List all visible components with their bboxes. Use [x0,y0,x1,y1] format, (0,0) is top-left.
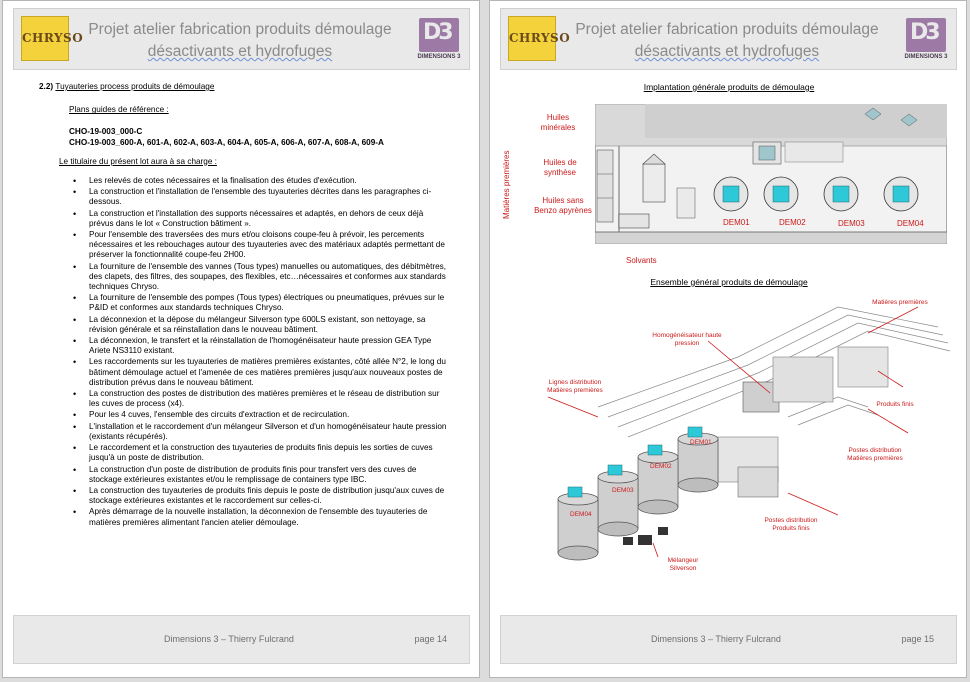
d3-logo-text: DIMENSIONS 3 [417,54,461,60]
chryso-logo [508,16,571,61]
footer-author: Dimensions 3 – Thierry Fulcrand [651,634,781,644]
iso-label-postes-mp: Postes distribution Matières premières [847,447,903,462]
page-footer [500,615,957,664]
iso-label-melangeur: Mélangeur Silverson [667,557,699,572]
chryso-logo-text: CHRYSO [509,31,571,45]
page-header [13,8,470,70]
scope-bullet-item: • La construction des postes de distribution des matières premières et le réseau de distribution sur les cuves de process (x4). [89,389,449,409]
scope-bullet-item: • La déconnexion, le transfert et la réinstallation de l'homogénéisateur haute pression GEA Type Ariete NS3110 existant. [89,336,449,356]
header-title-line2: désactivants et hydrofuges [634,43,820,60]
iso-label-dem04: DEM04 [570,511,592,518]
header-title [80,19,400,63]
d3-logo-mark: D3 [910,20,938,45]
scope-bullet-item: • La fourniture de l'ensemble des vannes (Tous types) manuelles ou automatiques, des débitmètres, des clapets, des filtres, des soupapes, des flexibles, etc…nécessaires et conformes aux standards techniques Chryso. [89,262,449,293]
scope-bullet-item: • La construction et l'installation de l'ensemble des tuyauteries décrites dans les paragraphes ci-dessous. [89,187,449,207]
iso-label-lignes-distribution: Lignes distribution Matières premières [547,379,603,394]
iso-label-dem01: DEM01 [690,439,712,446]
iso-label-postes-pf: Postes distribution Produits finis [764,517,818,532]
header-title-line1: Projet atelier fabrication produits démoulage [575,21,879,38]
scope-bullet-item: • La déconnexion et la dépose du mélangeur Silverson type 600LS existant, son nettoyage, sa révision générale et sa réinstallation dans le nouveau bâtiment. [89,315,449,335]
plan-label-dem01: DEM01 [723,218,750,227]
header-title [567,19,887,63]
chryso-logo [21,16,84,61]
plan-label-dem04: DEM04 [897,219,924,228]
implantation-plan-drawing [595,104,947,244]
plan-ref-1: CHO-19-003_000-C [69,127,143,137]
dimensions3-logo [415,14,463,64]
plan-label-dem03: DEM03 [838,219,865,228]
plan-label-solvants: Solvants [626,256,657,265]
scope-bullet-item: • Le raccordement et la construction des tuyauteries de produits finis depuis les sorties de cuves jusqu'à un poste de distribution. [89,443,449,463]
document-page-left [2,0,480,678]
page-number: page 15 [901,634,934,644]
caption-implantation: Implantation générale produits de démoulage [643,82,815,92]
scope-bullet-item: • La fourniture de l'ensemble des pompes (Tous types) électriques ou pneumatiques, prévues sur le P&ID et conformes aux standards techniques Chryso. [89,293,449,313]
footer-author: Dimensions 3 – Thierry Fulcrand [164,634,294,644]
plans-heading: Plans guides de référence : [69,105,169,115]
plan-references [69,127,449,147]
d3-logo-mark: D3 [423,20,451,45]
iso-label-dem03: DEM03 [612,487,634,494]
caption-ensemble: Ensemble général produits de démoulage [650,277,808,287]
section-title: Tuyauteries process produits de démoulage [55,82,215,91]
dimensions3-logo [902,14,950,64]
page-footer [13,615,470,664]
document-page-right [489,0,967,678]
scope-bullet-item: • Les relevés de cotes nécessaires et la finalisation des études d'exécution. [89,176,449,186]
plan-label-huiles-synthese: Huiles de synthèse [543,158,577,177]
scope-bullet-item: • L'installation et le raccordement d'un mélangeur Silverson et d'un homogénéisateur haute pression (existants récupérés). [89,422,449,442]
header-title-line1: Projet atelier fabrication produits démoulage [88,21,392,38]
scope-bullet-item: • La construction et l'installation des supports nécessaires et adaptés, en dehors de ceux déjà prévus dans le lot « Construction bâtiment ». [89,209,449,229]
page-header [500,8,957,70]
scope-bullet-item: • Après démarrage de la nouvelle installation, la déconnexion de l'ensemble des tuyauteries de matières premières alimentant l'ancien atelier démoulage. [89,507,449,527]
plan-label-huiles-minerales: Huiles minérales [540,113,576,132]
scope-bullet-item: • Pour les 4 cuves, l'ensemble des circuits d'extraction et de recirculation. [89,410,449,420]
iso-label-matieres-premieres: Matières premières [872,299,928,306]
scope-bullet-item: • Les raccordements sur les tuyauteries de matières premières existantes, côté allée N°2, le long du bâtiment démoulage actuel et l'amenée de ces matières premières jusqu'aux nouveaux postes de distribution prévus dans le nouveau bâtiment. [89,357,449,388]
iso-label-dem02: DEM02 [650,463,672,470]
iso-label-produits-finis: Produits finis [876,401,914,408]
d3-logo-text: DIMENSIONS 3 [904,54,948,60]
scope-bullet-item: • La construction d'un poste de distribution de produits finis pour transfert vers des cuves de stockage extérieures existantes et/ou le remplissage de containers type IBC. [89,465,449,485]
titulaire-heading: Le titulaire du présent lot aura à sa charge : [59,156,217,166]
header-title-line2: désactivants et hydrofuges [147,43,333,60]
scope-bullet-item: • Pour l'ensemble des traversées des murs et/ou cloisons coupe-feu à prévoir, les percements nécessaires et les rebouchages autour des tuyauteries avec des matériaux adaptés permettant de préserver la fonctionnalité coupe-feu 2H00. [89,230,449,261]
scope-bullet-list [39,176,449,528]
scope-bullet-item: • La construction des tuyauteries de produits finis depuis le poste de distribution jusqu'aux cuves de stockage extérieures existantes et le raccordement sur celles-ci. [89,486,449,506]
plan-label-matieres-premieres: Matières premières [502,150,511,219]
plan-label-dem02: DEM02 [779,218,806,227]
section-number: 2.2) [39,82,54,91]
iso-label-homogeneisateur: Homogénéisateur haute pression [652,332,722,347]
section-content [39,82,449,529]
chryso-logo-text: CHRYSO [22,31,84,45]
plan-ref-2: CHO-19-003_600-A, 601-A, 602-A, 603-A, 604-A, 605-A, 606-A, 607-A, 608-A, 609-A [69,137,384,147]
section-heading [39,82,449,92]
plan-label-huiles-benzo: Huiles sans Benzo apyrènes [534,196,592,215]
page-number: page 14 [414,634,447,644]
